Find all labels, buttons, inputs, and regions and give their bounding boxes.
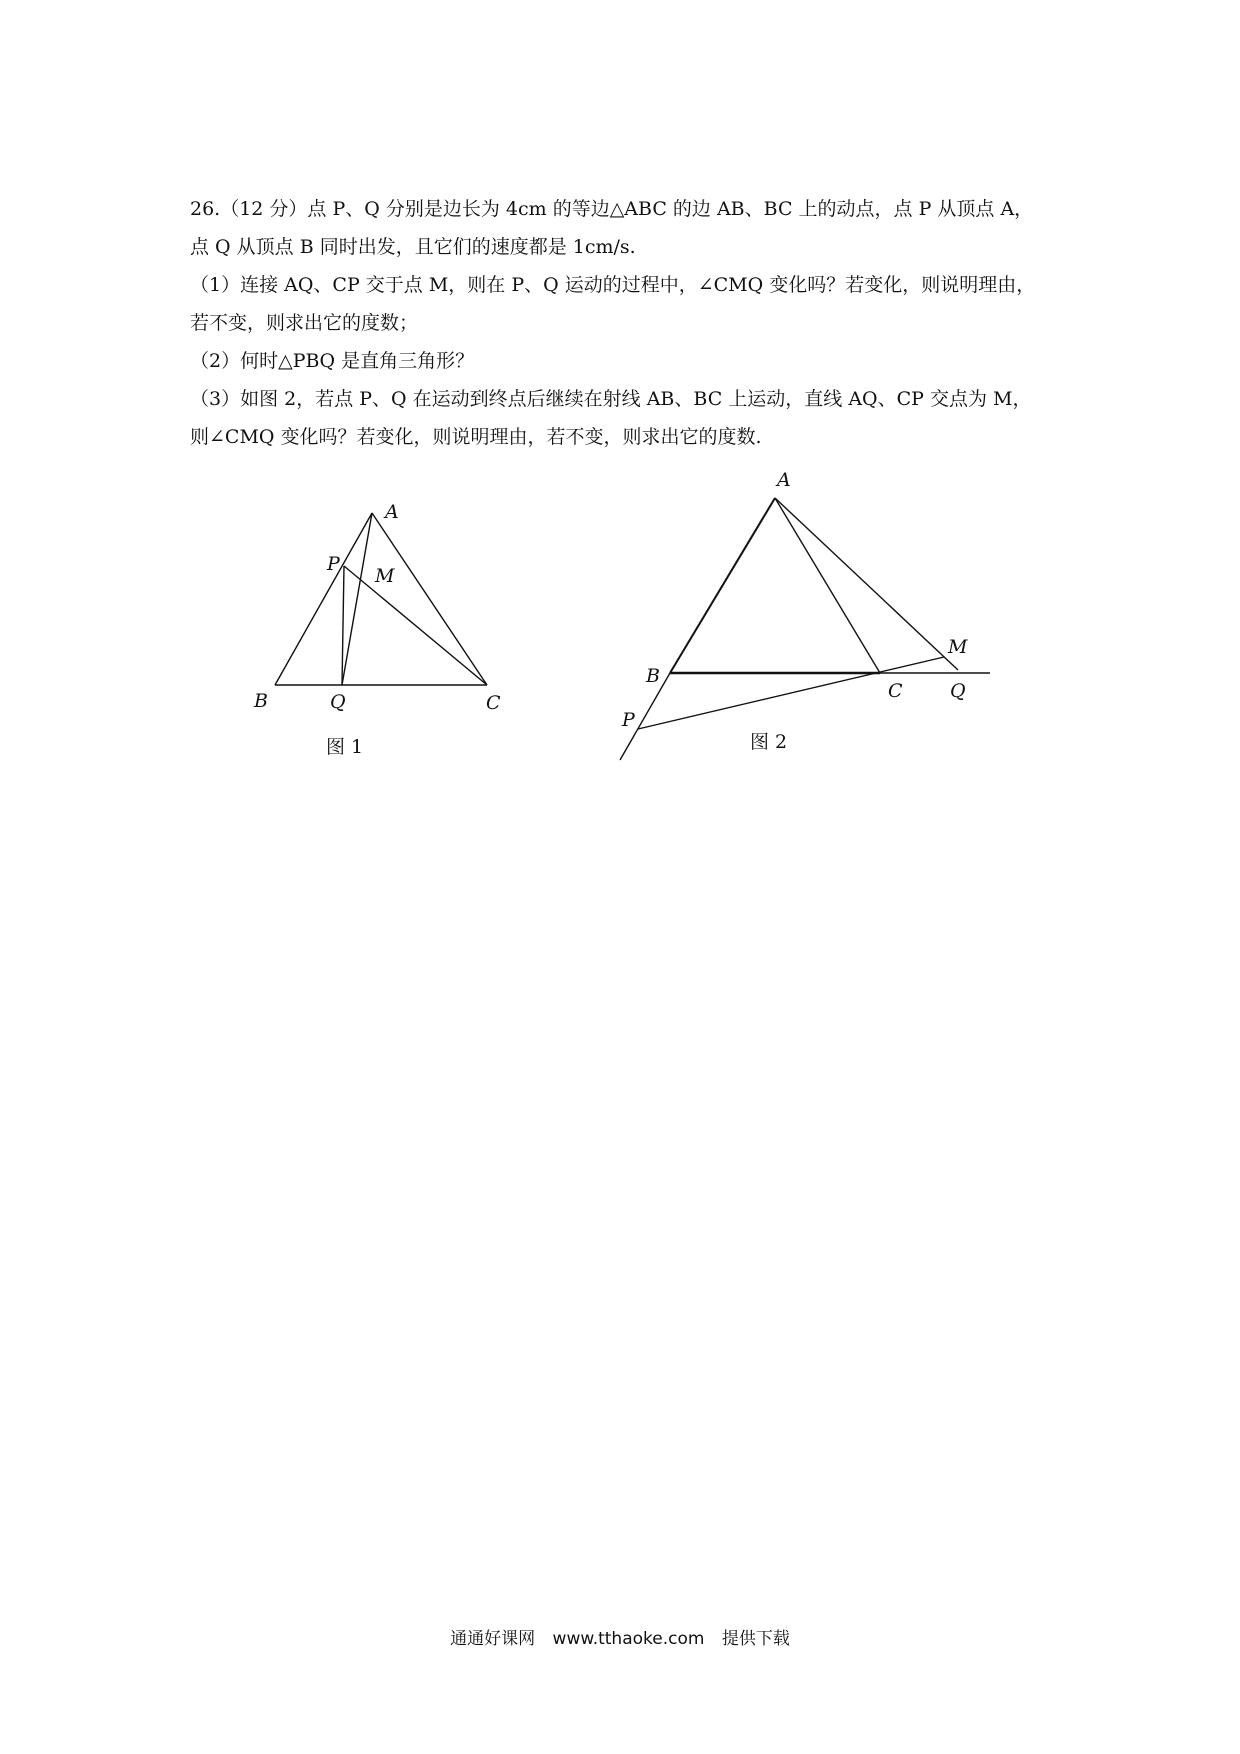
segment-pq [342, 566, 344, 685]
footer-site-name: 通通好课网 [450, 1629, 536, 1649]
figure-2-diagram [600, 470, 1020, 780]
problem-line-2: 点 Q 从顶点 B 同时出发，且它们的速度都是 1cm/s. [190, 236, 636, 258]
footer [0, 1624, 1240, 1649]
figure-1-caption: 图 1 [326, 736, 364, 758]
label-c: C [486, 692, 501, 714]
problem-line-6: （3）如图 2，若点 P、Q 在运动到终点后继续在射线 AB、BC 上运动，直线 AQ、CP 交点为 M， [190, 388, 1032, 410]
label-a: A [385, 501, 399, 523]
label-p: P [622, 709, 635, 731]
problem-line-5: （2）何时△PBQ 是直角三角形？ [190, 350, 475, 372]
footer-suffix: 提供下载 [721, 1629, 790, 1649]
label-m: M [948, 636, 968, 658]
label-q: Q [950, 680, 966, 702]
problem-line-1: 26.（12 分）点 P、Q 分别是边长为 4cm 的等边△ABC 的边 AB、BC 上的动点，点 P 从顶点 A， [190, 198, 1034, 220]
figure-1-diagram [240, 480, 520, 770]
segment-ac [775, 498, 880, 673]
segment-cp [344, 566, 487, 685]
segment-ac [372, 513, 487, 685]
label-q: Q [330, 691, 346, 713]
figure-2 [600, 470, 1020, 780]
label-b: B [646, 665, 660, 687]
problem-line-7: 则∠CMQ 变化吗？若变化，则说明理由，若不变，则求出它的度数. [190, 426, 762, 448]
problem-line-3: （1）连接 AQ、CP 交于点 M，则在 P、Q 运动的过程中，∠CMQ 变化吗？若变化，则说明理由， [190, 274, 1036, 296]
label-b: B [254, 690, 268, 712]
label-m: M [375, 565, 395, 587]
figure-2-caption: 图 2 [750, 731, 788, 753]
figure-1 [240, 480, 520, 770]
problem-line-4: 若不变，则求出它的度数； [190, 312, 419, 334]
label-c: C [888, 680, 903, 702]
line-aq [775, 498, 958, 670]
label-p: P [327, 553, 340, 575]
footer-url[interactable]: www.tthaoke.com [552, 1629, 705, 1649]
segment-ab [670, 498, 775, 673]
label-a: A [777, 469, 791, 491]
